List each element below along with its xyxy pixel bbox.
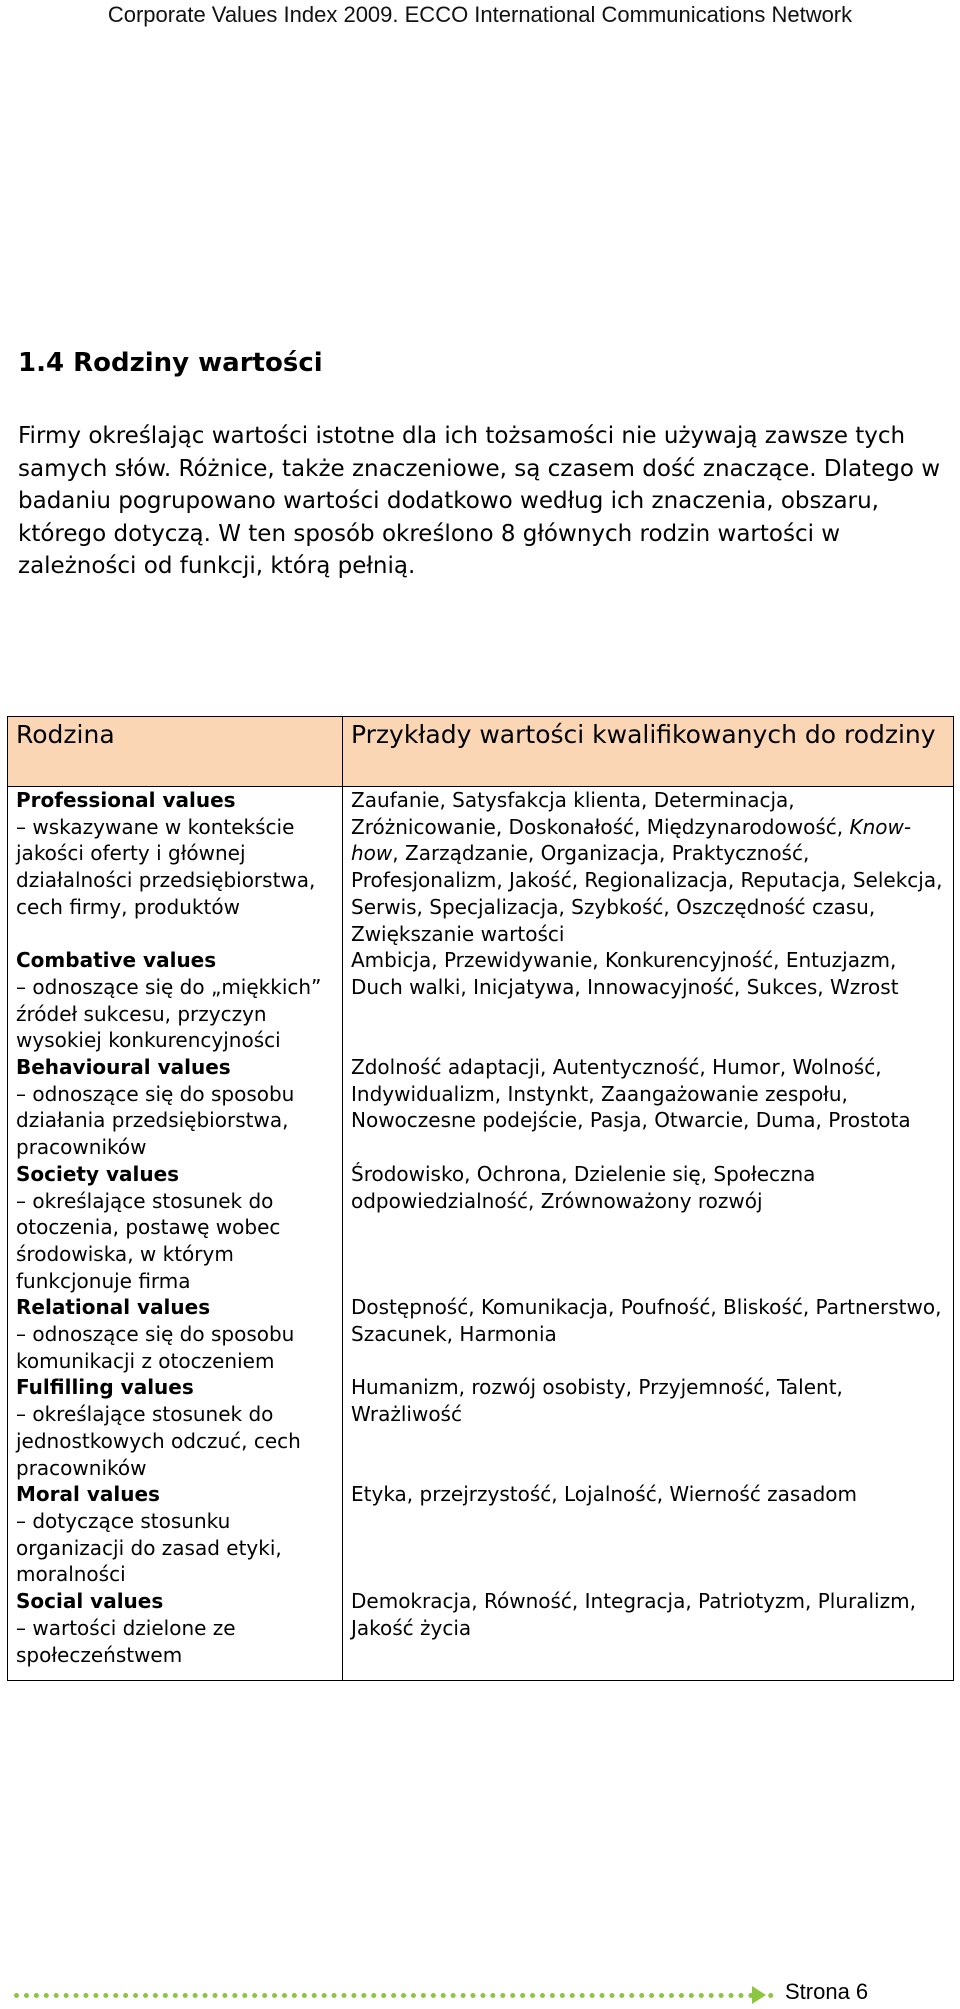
section-title: 1.4 Rodziny wartości <box>18 348 323 378</box>
family-description: – określające stosunek do jednostkowych odczuć, cech pracowników <box>16 1402 301 1480</box>
table-row <box>8 1054 954 1161</box>
table-row <box>8 947 954 1054</box>
examples-cell: Dostępność, Komunikacja, Poufność, Bliskość, Partnerstwo, Szacunek, Harmonia <box>343 1294 954 1374</box>
examples-text-cont: , Zarządzanie, Organizacja, Praktyczność, Profesjonalizm, Jakość, Regionalizacja, Reputacja, Selekcja, Serwis, Specjalizacja, Szybkość, Oszczędność czasu, Zwiększanie wartości <box>351 841 943 946</box>
table-row <box>8 1294 954 1374</box>
family-description: – dotyczące stosunku organizacji do zasad etyki, moralności <box>16 1508 282 1587</box>
family-name: Professional values <box>16 788 236 812</box>
examples-italic-term: Know-how <box>351 814 912 866</box>
table-row <box>8 1588 954 1681</box>
table-row <box>8 1374 954 1481</box>
examples-cell: Humanizm, rozwój osobisty, Przyjemność, Talent, Wrażliwość <box>343 1374 954 1481</box>
family-cell <box>8 1294 343 1374</box>
family-cell <box>8 1161 343 1295</box>
examples-cell: Etyka, przejrzystość, Lojalność, Wierność zasadom <box>343 1481 954 1588</box>
intro-text <box>18 420 958 583</box>
family-description: – wartości dzielone ze społeczeństwem <box>16 1615 236 1667</box>
examples-cell: Zdolność adaptacji, Autentyczność, Humor, Wolność, Indywidualizm, Instynkt, Zaangażowanie zespołu, Nowoczesne podejście, Pasja, Otwarcie, Duma, Prostota <box>343 1054 954 1161</box>
family-cell <box>8 1054 343 1161</box>
family-name: Society values <box>16 1161 180 1186</box>
examples-cell: Ambicja, Przewidywanie, Konkurencyjność, Entuzjazm, Duch walki, Inicjatywa, Innowacyjność, Sukces, Wzrost <box>343 947 954 1054</box>
table-row <box>8 787 954 948</box>
family-cell <box>8 1481 343 1588</box>
family-cell <box>8 947 343 1054</box>
examples-cell: Demokracja, Równość, Integracja, Patriotyzm, Pluralizm, Jakość życia <box>343 1588 954 1681</box>
family-description: – wskazywane w kontekście jakości oferty i głównej działalności przedsiębiorstwa, cech firmy, produktów <box>16 814 316 919</box>
family-name: Relational values <box>16 1295 211 1320</box>
family-name: Fulfilling values <box>16 1375 194 1400</box>
family-name: Combative values <box>16 948 217 973</box>
examples-cell <box>343 787 954 948</box>
family-description: – odnoszące się do sposobu działania przedsiębiorstwa, pracowników <box>16 1081 295 1160</box>
table-row <box>8 1481 954 1588</box>
family-cell <box>8 787 343 948</box>
examples-cell: Środowisko, Ochrona, Dzielenie się, Społeczna odpowiedzialność, Zrównoważony rozwój <box>343 1161 954 1295</box>
family-name: Social values <box>16 1589 164 1614</box>
family-description: – określające stosunek do otoczenia, postawę wobec środowiska, w którym funkcjonuje firma <box>16 1188 281 1293</box>
family-cell <box>8 1588 343 1681</box>
examples-text: Zaufanie, Satysfakcja klienta, Determinacja, Zróżnicowanie, Doskonałość, Międzynarodowość, <box>351 788 850 839</box>
page-header: Corporate Values Index 2009. ECCO International Communications Network <box>107 2 853 27</box>
family-description: – odnoszące się do sposobu komunikacji z otoczeniem <box>16 1322 295 1373</box>
arrow-right-icon <box>752 1986 766 2004</box>
family-name: Behavioural values <box>16 1055 231 1080</box>
column-header-examples: Przykłady wartości kwalifikowanych do rodziny <box>343 717 954 787</box>
table-header-row <box>8 717 954 787</box>
value-families-table <box>7 716 954 1681</box>
family-description: – odnoszące się do „miękkich” źródeł sukcesu, przyczyn wysokiej konkurencyjności <box>16 974 322 1053</box>
table-row <box>8 1161 954 1295</box>
footer-dotted-line <box>14 1993 774 1998</box>
family-name: Moral values <box>16 1482 160 1507</box>
column-header-family: Rodzina <box>8 717 343 787</box>
family-cell <box>8 1374 343 1481</box>
page-number: Strona 6 <box>785 1979 869 2004</box>
intro-paragraph: Firmy określając wartości istotne dla ich tożsamości nie używają zawsze tych samych słów. Różnice, także znaczeniowe, są czasem dość znaczące. Dlatego w badaniu pogrupowano wartości dodatkowo według ich znaczenia, obszaru, którego dotyczą. W ten sposób określono 8 głównych rodzin wartości w zależności od funkcji, którą pełnią. <box>18 423 941 579</box>
